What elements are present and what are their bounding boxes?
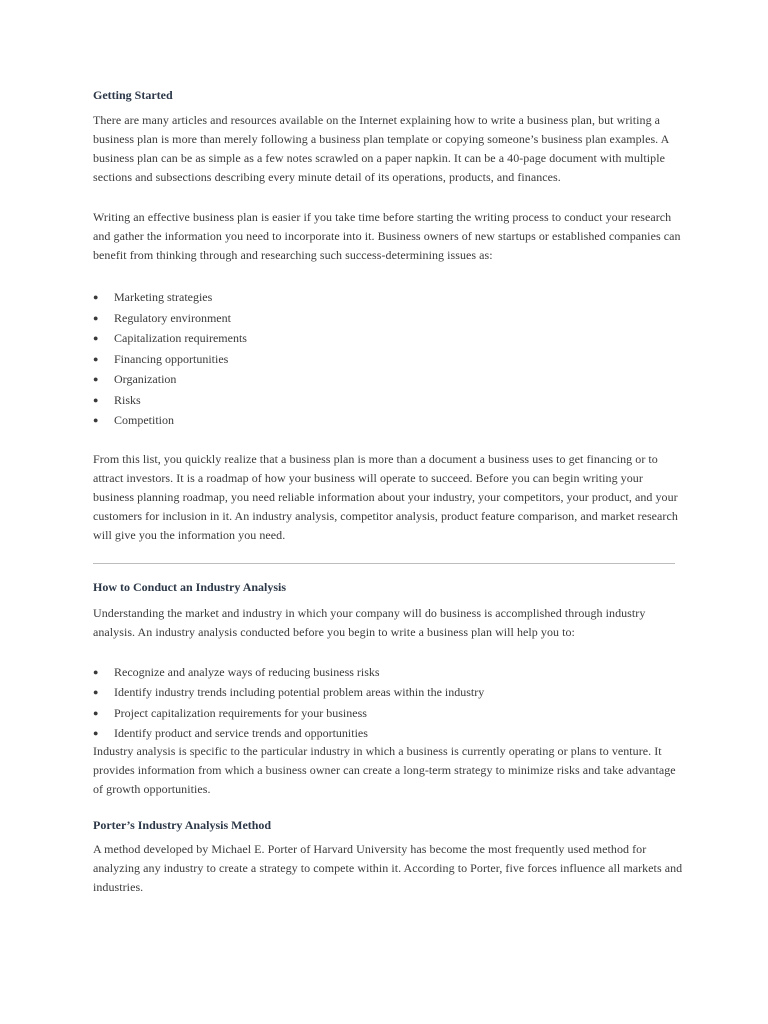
list-item: ● Competition	[93, 410, 683, 431]
bullet-icon: ●	[93, 312, 99, 323]
document-page	[93, 86, 683, 897]
bullet-icon: ●	[93, 374, 99, 384]
bullet-icon: ●	[93, 687, 99, 697]
section-divider	[93, 563, 675, 564]
list-item: ● Marketing strategies	[93, 287, 683, 308]
bullet-icon: ●	[93, 394, 99, 405]
bullet-icon: ●	[93, 666, 99, 677]
list-item: ● Identify product and service trends and opportunities	[93, 723, 683, 744]
bullet-icon: ●	[93, 707, 99, 718]
paragraph-industry-intro: Understanding the market and industry in which your company will do business is accomplished through industry analysis. An industry analysis conducted before you begin to write a business plan will help you to:	[93, 605, 646, 639]
list-item: ● Regulatory environment	[93, 308, 683, 329]
heading-getting-started: Getting Started	[93, 88, 173, 102]
list-item: ● Recognize and analyze ways of reducing business risks	[93, 662, 683, 683]
heading-industry-analysis: How to Conduct an Industry Analysis	[93, 579, 287, 594]
heading-porter: Porter’s Industry Analysis Method	[93, 817, 272, 832]
list-item: ● Organization	[93, 369, 683, 390]
paragraph-roadmap: From this list, you quickly realize that a business plan is more than a document a business uses to get financing or to attract investors. It is a roadmap of how your business will operate to succeed. Before you can begin writing your business planning roadmap, you need reliable information about your industry, your competitors, your product, and your customers for inclusion in it. An industry analysis, competitor analysis, product feature comparison, and market research will give you the information you need.	[93, 451, 678, 542]
issues-list	[93, 287, 683, 431]
list-item: ● Project capitalization requirements for your business	[93, 703, 683, 724]
paragraph-intro: There are many articles and resources available on the Internet explaining how to write a business plan, but writing a business plan is more than merely following a business plan template or copying someone’s business plan examples. A business plan can be as simple as a few notes scrawled on a paper napkin. It can be a 40-page document with multiple sections and subsections describing every minute detail of its operations, products, and finances.	[93, 113, 669, 184]
list-item: ● Capitalization requirements	[93, 328, 683, 349]
list-item: ● Financing opportunities	[93, 349, 683, 370]
paragraph-industry-specific: Industry analysis is specific to the particular industry in which a business is currently operating or plans to venture. It provides information from which a business owner can create a long-term strategy to minimize risks and take advantage of growth opportunities.	[93, 743, 676, 796]
paragraph-research: Writing an effective business plan is easier if you take time before starting the writing process to conduct your research and gather the information you need to incorporate into it. Business owners of new startups or established companies can benefit from thinking through and researching such success-determining issues as:	[93, 210, 681, 262]
list-item: ● Identify industry trends including potential problem areas within the industry	[93, 682, 683, 703]
bullet-icon: ●	[93, 353, 99, 364]
analysis-benefits-list	[93, 662, 683, 744]
bullet-icon: ●	[93, 292, 99, 302]
bullet-icon: ●	[93, 415, 99, 425]
bullet-icon: ●	[93, 333, 99, 343]
list-item: ● Risks	[93, 390, 683, 411]
bullet-icon: ●	[93, 728, 99, 738]
paragraph-porter: A method developed by Michael E. Porter of Harvard University has become the most frequently used method for analyzing any industry to create a strategy to compete within it. According to Porter, five forces influence all markets and industries.	[93, 841, 683, 894]
